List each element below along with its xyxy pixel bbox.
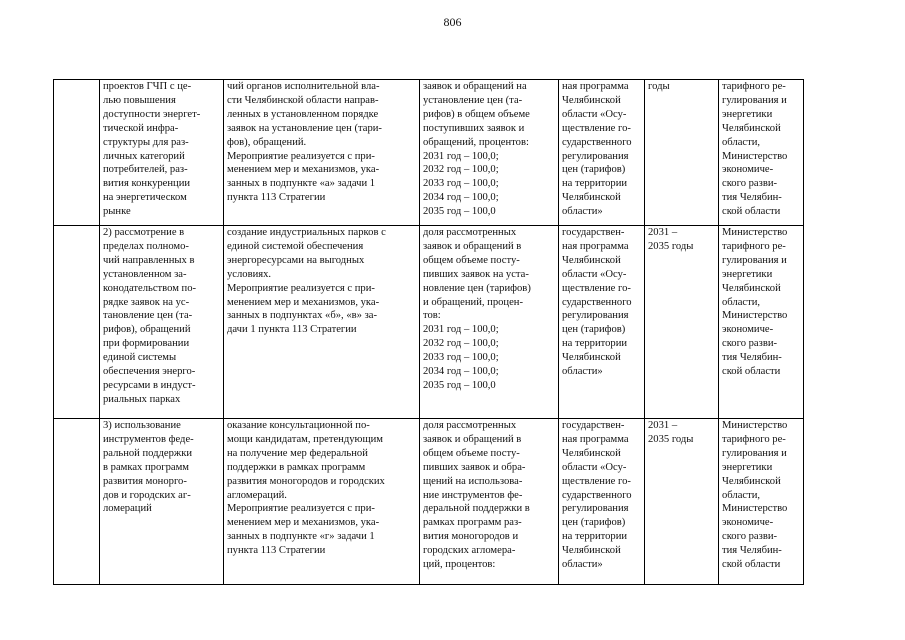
cell-text-line: энергетики	[722, 108, 773, 120]
cell-text-line: области»	[562, 559, 603, 571]
cell-text-line: структуры для раз-	[103, 136, 189, 148]
table-row	[54, 419, 804, 585]
cell-text-line: Министерство	[722, 503, 788, 515]
cell-text-line: и обращений, процен-	[423, 296, 523, 308]
cell-text-line: менением мер и механизмов, ука-	[227, 296, 380, 308]
table-row	[54, 80, 804, 226]
cell-text-line: тарифного ре-	[722, 240, 786, 252]
task-cell	[100, 419, 224, 585]
cell-text-line: ная программа	[562, 81, 629, 92]
cell-text-line: области,	[722, 296, 761, 308]
cell-text-line: обеспечения энерго-	[103, 366, 196, 378]
page-number: 806	[443, 15, 462, 29]
cell-text-line: тарифного ре-	[722, 433, 786, 445]
cell-text-line: потребителей, раз-	[103, 164, 188, 176]
program-cell	[559, 80, 645, 226]
indicator-cell	[420, 80, 559, 226]
cell-text-line: на энергетическом	[103, 192, 187, 204]
cell-text-line: ществление го-	[562, 122, 631, 134]
cell-text-line: области»	[562, 366, 603, 378]
cell-text-line: менением мер и механизмов, ука-	[227, 517, 380, 529]
cell-text-line: поступивших заявок и	[423, 122, 525, 134]
cell-text-line: развития монорго-	[103, 475, 187, 487]
cell-text-line: занных в подпункте «а» задачи 1	[227, 178, 376, 190]
cell-text-line: ресурсами в индуст-	[103, 379, 196, 391]
cell-text-line: области «Осу-	[562, 268, 627, 280]
cell-text-line: щений на использова-	[423, 475, 523, 487]
cell-text-line: тия Челябин-	[722, 352, 782, 364]
cell-text-line: пункта 113 Стратегии	[227, 192, 326, 204]
cell-text-line: вития конкуренции	[103, 178, 191, 190]
cell-text-line: экономиче-	[722, 164, 774, 176]
cell-text-line: ная программа	[562, 433, 629, 445]
cell-text-line: ленных в установленном порядке	[227, 108, 379, 120]
cell-text-line: области «Осу-	[562, 108, 627, 120]
cell-text-line: 2031 год – 100,0;	[423, 324, 499, 336]
task-cell	[100, 226, 224, 419]
cell-text-line: регулирования	[562, 150, 629, 162]
cell-text-line: единой системой обеспечения	[227, 240, 364, 252]
cell-text-line: на территории	[562, 178, 628, 190]
cell-text-line: области «Осу-	[562, 461, 627, 473]
cell-text-line: цен (тарифов)	[562, 517, 626, 529]
task-cell	[100, 80, 224, 226]
cell-text-line: 2033 год – 100,0;	[423, 178, 499, 190]
cell-text-line: пункта 113 Стратегии	[227, 545, 326, 557]
cell-text-line: мощи кандидатам, претендующим	[227, 433, 383, 445]
period-cell	[645, 419, 719, 585]
cell-text-line: 2) рассмотрение в	[103, 227, 185, 238]
cell-text-line: пивших заявок на уста-	[423, 268, 529, 280]
cell-text-line: на территории	[562, 531, 628, 543]
cell-text-line: тов:	[423, 310, 441, 322]
cell-text-line: 2035 год – 100,0	[423, 379, 496, 391]
cell-text-line: государствен-	[562, 227, 625, 238]
cell-text-line: ской области	[722, 366, 781, 378]
cell-text-line: 2033 год – 100,0;	[423, 352, 499, 364]
cell-text-line: личных категорий	[103, 150, 185, 162]
cell-text-line: создание индустриальных парков с	[227, 227, 386, 238]
cell-text-line: лью повышения	[103, 94, 176, 106]
cell-text-line: регулирования	[562, 503, 629, 515]
activity-cell	[224, 80, 420, 226]
cell-text-line: 2035 годы	[648, 433, 694, 445]
cell-text-line: 2032 год – 100,0;	[423, 338, 499, 350]
cell-text-line: Министерство	[722, 227, 788, 238]
cell-text-line: доступности энергет-	[103, 108, 201, 120]
cell-text-line: заявок на установление цен (тари-	[227, 122, 382, 134]
cell-text-line: ского разви-	[722, 338, 778, 350]
cell-text-line: экономиче-	[722, 324, 774, 336]
number-cell	[54, 80, 100, 226]
cell-text-line: энергетики	[722, 268, 773, 280]
cell-text-line: ской области	[722, 559, 781, 571]
program-cell	[559, 419, 645, 585]
number-cell	[54, 226, 100, 419]
cell-text-line: гулирования и	[722, 94, 787, 106]
cell-text-line: конодательством по-	[103, 282, 197, 294]
cell-text-line: установление цен (та-	[423, 94, 523, 106]
cell-text-line: проектов ГЧП с це-	[103, 81, 192, 92]
cell-text-line: энергоресурсами на выгодных	[227, 254, 365, 266]
cell-text-line: общем объеме посту-	[423, 447, 520, 459]
number-cell	[54, 419, 100, 585]
cell-text-line: Челябинской	[562, 254, 621, 266]
cell-text-line: ществление го-	[562, 475, 631, 487]
cell-text-line: заявок и обращений на	[423, 81, 527, 92]
cell-text-line: дов и городских аг-	[103, 489, 191, 501]
cell-text-line: занных в подпункте «г» задачи 1	[227, 531, 375, 543]
cell-text-line: дачи 1 пункта 113 Стратегии	[227, 324, 357, 336]
cell-text-line: рифов) в общем объеме	[423, 108, 530, 120]
cell-text-line: экономиче-	[722, 517, 774, 529]
cell-text-line: Мероприятие реализуется с при-	[227, 282, 375, 294]
cell-text-line: сударственного	[562, 296, 632, 308]
cell-text-line: гулирования и	[722, 254, 787, 266]
cell-text-line: 2034 год – 100,0;	[423, 192, 499, 204]
cell-text-line: рядке заявок на ус-	[103, 296, 190, 308]
cell-text-line: ральной поддержки	[103, 447, 193, 459]
cell-text-line: новление цен (тарифов)	[423, 282, 531, 294]
cell-text-line: деральной поддержки в	[423, 503, 530, 515]
cell-text-line: оказание консультационной по-	[227, 420, 370, 431]
cell-text-line: Челябинской	[722, 282, 781, 294]
executor-cell	[719, 226, 804, 419]
cell-text-line: риальных парках	[103, 393, 181, 405]
cell-text-line: Челябинской	[562, 352, 621, 364]
cell-text-line: Министерство	[722, 420, 788, 431]
cell-text-line: Челябинской	[562, 447, 621, 459]
cell-text-line: ная программа	[562, 240, 629, 252]
cell-text-line: единой системы	[103, 352, 177, 364]
cell-text-line: 2031 год – 100,0;	[423, 150, 499, 162]
cell-text-line: 2031 –	[648, 420, 678, 431]
cell-text-line: области»	[562, 206, 603, 218]
cell-text-line: доля рассмотренных	[423, 227, 517, 238]
cell-text-line: менением мер и механизмов, ука-	[227, 164, 380, 176]
cell-text-line: Мероприятие реализуется с при-	[227, 503, 375, 515]
cell-text-line: развития моногородов и городских	[227, 475, 385, 487]
activity-cell	[224, 419, 420, 585]
cell-text-line: заявок и обращений в	[423, 240, 522, 252]
cell-text-line: рамках программ раз-	[423, 517, 522, 529]
cell-text-line: энергетики	[722, 461, 773, 473]
cell-text-line: установленном за-	[103, 268, 187, 280]
cell-text-line: гулирования и	[722, 447, 787, 459]
period-cell	[645, 80, 719, 226]
executor-cell	[719, 419, 804, 585]
cell-text-line: на получение мер федеральной	[227, 447, 368, 459]
cell-text-line: рифов), обращений	[103, 324, 191, 336]
cell-text-line: чий направленных в	[103, 254, 195, 266]
cell-text-line: чий органов исполнительной вла-	[227, 81, 380, 92]
cell-text-line: тарифного ре-	[722, 81, 786, 92]
cell-text-line: Челябинской	[722, 122, 781, 134]
cell-text-line: государствен-	[562, 420, 625, 431]
cell-text-line: годы	[648, 81, 670, 92]
table-row	[54, 226, 804, 419]
cell-text-line: тической инфра-	[103, 122, 179, 134]
cell-text-line: ций, процентов:	[423, 559, 496, 571]
cell-text-line: Челябинской	[722, 475, 781, 487]
cell-text-line: Челябинской	[562, 545, 621, 557]
indicator-cell	[420, 419, 559, 585]
cell-text-line: 2035 годы	[648, 240, 694, 252]
cell-text-line: области,	[722, 489, 761, 501]
period-cell	[645, 226, 719, 419]
cell-text-line: ского разви-	[722, 531, 778, 543]
cell-text-line: сти Челябинской области направ-	[227, 94, 379, 106]
cell-text-line: обращений, процентов:	[423, 136, 529, 148]
cell-text-line: Министерство	[722, 150, 788, 162]
cell-text-line: области,	[722, 136, 761, 148]
cell-text-line: ского разви-	[722, 178, 778, 190]
executor-cell	[719, 80, 804, 226]
cell-text-line: ской области	[722, 206, 781, 218]
cell-text-line: пределах полномо-	[103, 240, 189, 252]
cell-text-line: ществление го-	[562, 282, 631, 294]
cell-text-line: вития моногородов и	[423, 531, 519, 543]
indicator-cell	[420, 226, 559, 419]
cell-text-line: сударственного	[562, 136, 632, 148]
cell-text-line: 2035 год – 100,0	[423, 206, 496, 218]
program-cell	[559, 226, 645, 419]
cell-text-line: рынке	[103, 206, 131, 218]
cell-text-line: пивших заявок и обра-	[423, 461, 526, 473]
cell-text-line: 3) использование	[103, 420, 181, 431]
cell-text-line: Мероприятие реализуется с при-	[227, 150, 375, 162]
cell-text-line: 2031 –	[648, 227, 678, 238]
cell-text-line: регулирования	[562, 310, 629, 322]
cell-text-line: общем объеме посту-	[423, 254, 520, 266]
cell-text-line: цен (тарифов)	[562, 164, 626, 176]
cell-text-line: ние инструментов фе-	[423, 489, 523, 501]
cell-text-line: инструментов феде-	[103, 433, 194, 445]
strategy-table	[53, 79, 804, 585]
cell-text-line: условиях.	[227, 268, 272, 280]
cell-text-line: при формировании	[103, 338, 190, 350]
cell-text-line: сударственного	[562, 489, 632, 501]
cell-text-line: тановление цен (та-	[103, 310, 193, 322]
cell-text-line: городских агломера-	[423, 545, 516, 557]
cell-text-line: Челябинской	[562, 192, 621, 204]
cell-text-line: тия Челябин-	[722, 545, 782, 557]
cell-text-line: Министерство	[722, 310, 788, 322]
cell-text-line: в рамках программ	[103, 461, 190, 473]
cell-text-line: поддержки в рамках программ	[227, 461, 366, 473]
cell-text-line: занных в подпунктах «б», «в» за-	[227, 310, 377, 322]
cell-text-line: цен (тарифов)	[562, 324, 626, 336]
cell-text-line: Челябинской	[562, 94, 621, 106]
cell-text-line: 2032 год – 100,0;	[423, 164, 499, 176]
cell-text-line: ломераций	[103, 503, 152, 515]
cell-text-line: 2034 год – 100,0;	[423, 366, 499, 378]
cell-text-line: заявок и обращений в	[423, 433, 522, 445]
cell-text-line: тия Челябин-	[722, 192, 782, 204]
cell-text-line: доля рассмотренных	[423, 420, 517, 431]
cell-text-line: агломераций.	[227, 489, 287, 501]
cell-text-line: фов), обращений.	[227, 136, 307, 148]
activity-cell	[224, 226, 420, 419]
cell-text-line: на территории	[562, 338, 628, 350]
